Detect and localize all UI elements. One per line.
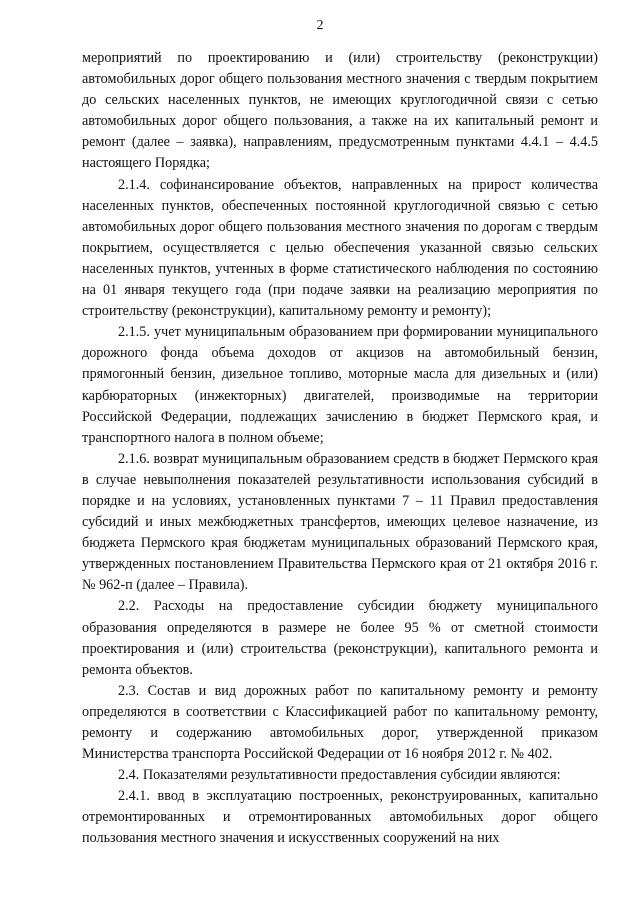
- paragraph: 2.4. Показателями результативности предоставления субсидии являются:: [118, 767, 561, 784]
- paragraph: 2.4.1. ввод в эксплуатацию построенных, реконструированных, капитально отремонтированных и отремонтированных автомобильных дорог общего пользования местного значения и искусственных сооружений на них: [82, 788, 598, 847]
- paragraph: 2.1.6. возврат муниципальным образованием средств в бюджет Пермского края в случае невыполнения показателей результативности использования субсидий в порядке и на условиях, установленных пунктами 7 – 11 Правил предоставления субсидий и иных межбюджетных трансфертов, имеющих целевое назначение, из бюджета Пермского края бюджетам муниципальных образований Пермского края, утвержденных постановлением Правительства Пермского края от 21 октября 2016 г. № 962-п (далее – Правила).: [82, 450, 598, 594]
- paragraph: 2.1.5. учет муниципальным образованием при формировании муниципального дорожного фонда объема доходов от акцизов на автомобильный бензин, прямогонный бензин, дизельное топливо, моторные масла для дизельных и (или) карбюраторных (инжекторных) двигателей, производимые на территории Российской Федерации, подлежащих зачислению в бюджет Пермского края, и транспортного налога в полном объеме;: [82, 324, 598, 446]
- document-body: [82, 48, 598, 850]
- paragraph: 2.3. Состав и вид дорожных работ по капитальному ремонту и ремонту определяются в соответствии с Классификацией работ по капитальному ремонту, ремонту и содержанию автомобильных дорог, утвержденной приказом Министерства транспорта Российской Федерации от 16 ноября 2012 г. № 402.: [82, 682, 598, 763]
- page-number: 2: [316, 18, 324, 33]
- paragraph: 2.2. Расходы на предоставление субсидии бюджету муниципального образования определяются в размере не более 95 % от сметной стоимости проектирования и (или) строительства (реконструкции), капитального ремонта и ремонта объектов.: [82, 598, 598, 678]
- paragraph: 2.1.4. софинансирование объектов, направленных на прирост количества населенных пунктов, обеспеченных постоянной круглогодичной связью с сетью автомобильных дорог общего пользования местного значения по дорогам с твердым покрытием, осуществляется с целью обеспечения указанной связью сельских населенных пунктов, учтенных в форме статистического наблюдения по состоянию на 01 января текущего года (при подаче заявки на реализацию мероприятия по строительству (реконструкции), капитальному ремонту и ремонту);: [82, 176, 598, 320]
- paragraph: мероприятий по проектированию и (или) строительству (реконструкции) автомобильных дорог общего пользования местного значения с твердым покрытием до сельских населенных пунктов, не имеющих круглогодичной связи с сетью автомобильных дорог общего пользования, а также на их капитальный ремонт и ремонт (далее – заявка), направлениям, предусмотренным пунктами 4.4.1 – 4.4.5 настоящего Порядка;: [82, 50, 598, 172]
